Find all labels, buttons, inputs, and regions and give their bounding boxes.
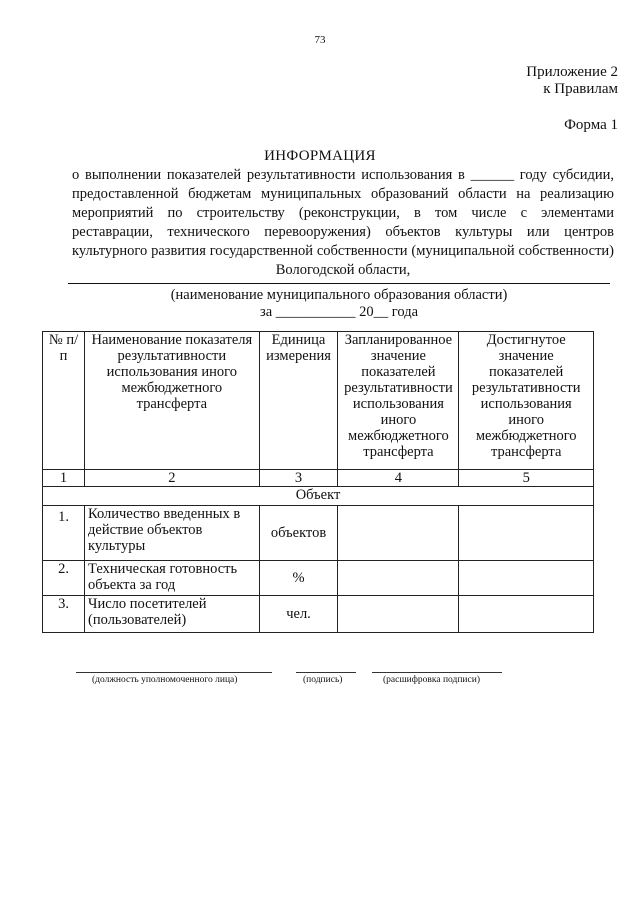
indicator-name: Количество введенных в действие объектов культуры	[85, 506, 260, 561]
column-number-row	[43, 470, 594, 487]
appendix-reference	[526, 64, 618, 98]
indicator-name: Техническая готовность объекта за год	[85, 561, 260, 596]
table-header-row	[43, 332, 594, 470]
document-description: о выполнении показателей результативности использования в ______ году субсидии, предоставленной бюджетам муниципальных образований области на реализацию мероприятий по строительству (реконструкции, в том числе с элементами реставрации, технического перевооружения) объектов культуры или центров культурного развития государственной собственности (муниципальной собственности) Вологодской области,	[72, 167, 614, 278]
decoding-signature-line	[372, 672, 502, 673]
unit-cell: объектов	[259, 506, 338, 561]
header-achieved-value: Достигнутое значение показателей результативности использования иного межбюджетного трансферта	[459, 332, 594, 470]
column-number: 4	[338, 470, 459, 487]
column-number: 2	[85, 470, 260, 487]
row-number: 1.	[43, 506, 85, 561]
position-signature-line	[76, 672, 272, 673]
form-label: Форма 1	[564, 117, 618, 133]
unit-cell: чел.	[259, 596, 338, 633]
municipality-name-line	[68, 283, 610, 284]
table-row	[43, 561, 594, 596]
appendix-line: Приложение 2	[526, 64, 618, 80]
planned-value-cell	[338, 506, 459, 561]
indicators-table	[42, 331, 594, 633]
planned-value-cell	[338, 596, 459, 633]
position-caption: (должность уполномоченного лица)	[92, 675, 238, 685]
planned-value-cell	[338, 561, 459, 596]
unit-cell: %	[259, 561, 338, 596]
column-number: 1	[43, 470, 85, 487]
indicator-name: Число посетителей (пользователей)	[85, 596, 260, 633]
row-number: 3.	[43, 596, 85, 633]
achieved-value-cell	[459, 596, 594, 633]
signature-line	[296, 672, 356, 673]
reporting-period: за ___________ 20__ года	[259, 304, 419, 320]
column-number: 5	[459, 470, 594, 487]
municipality-caption: (наименование муниципального образования области)	[170, 287, 508, 303]
row-number: 2.	[43, 561, 85, 596]
section-row	[43, 487, 594, 506]
column-number: 3	[259, 470, 338, 487]
header-planned-value: Запланированное значение показателей результативности использования иного межбюджетного трансферта	[338, 332, 459, 470]
achieved-value-cell	[459, 561, 594, 596]
decoding-caption: (расшифровка подписи)	[383, 675, 480, 685]
header-unit: Единица измерения	[259, 332, 338, 470]
section-label: Объект	[43, 487, 594, 506]
signature-caption: (подпись)	[303, 675, 343, 685]
page-number: 73	[314, 34, 326, 46]
achieved-value-cell	[459, 506, 594, 561]
table-row	[43, 596, 594, 633]
document-title: ИНФОРМАЦИЯ	[264, 148, 376, 164]
table-row	[43, 506, 594, 561]
header-indicator-name: Наименование показателя результативности использования иного межбюджетного трансферта	[85, 332, 260, 470]
header-number: № п/п	[43, 332, 85, 470]
appendix-rules-line: к Правилам	[543, 81, 618, 97]
